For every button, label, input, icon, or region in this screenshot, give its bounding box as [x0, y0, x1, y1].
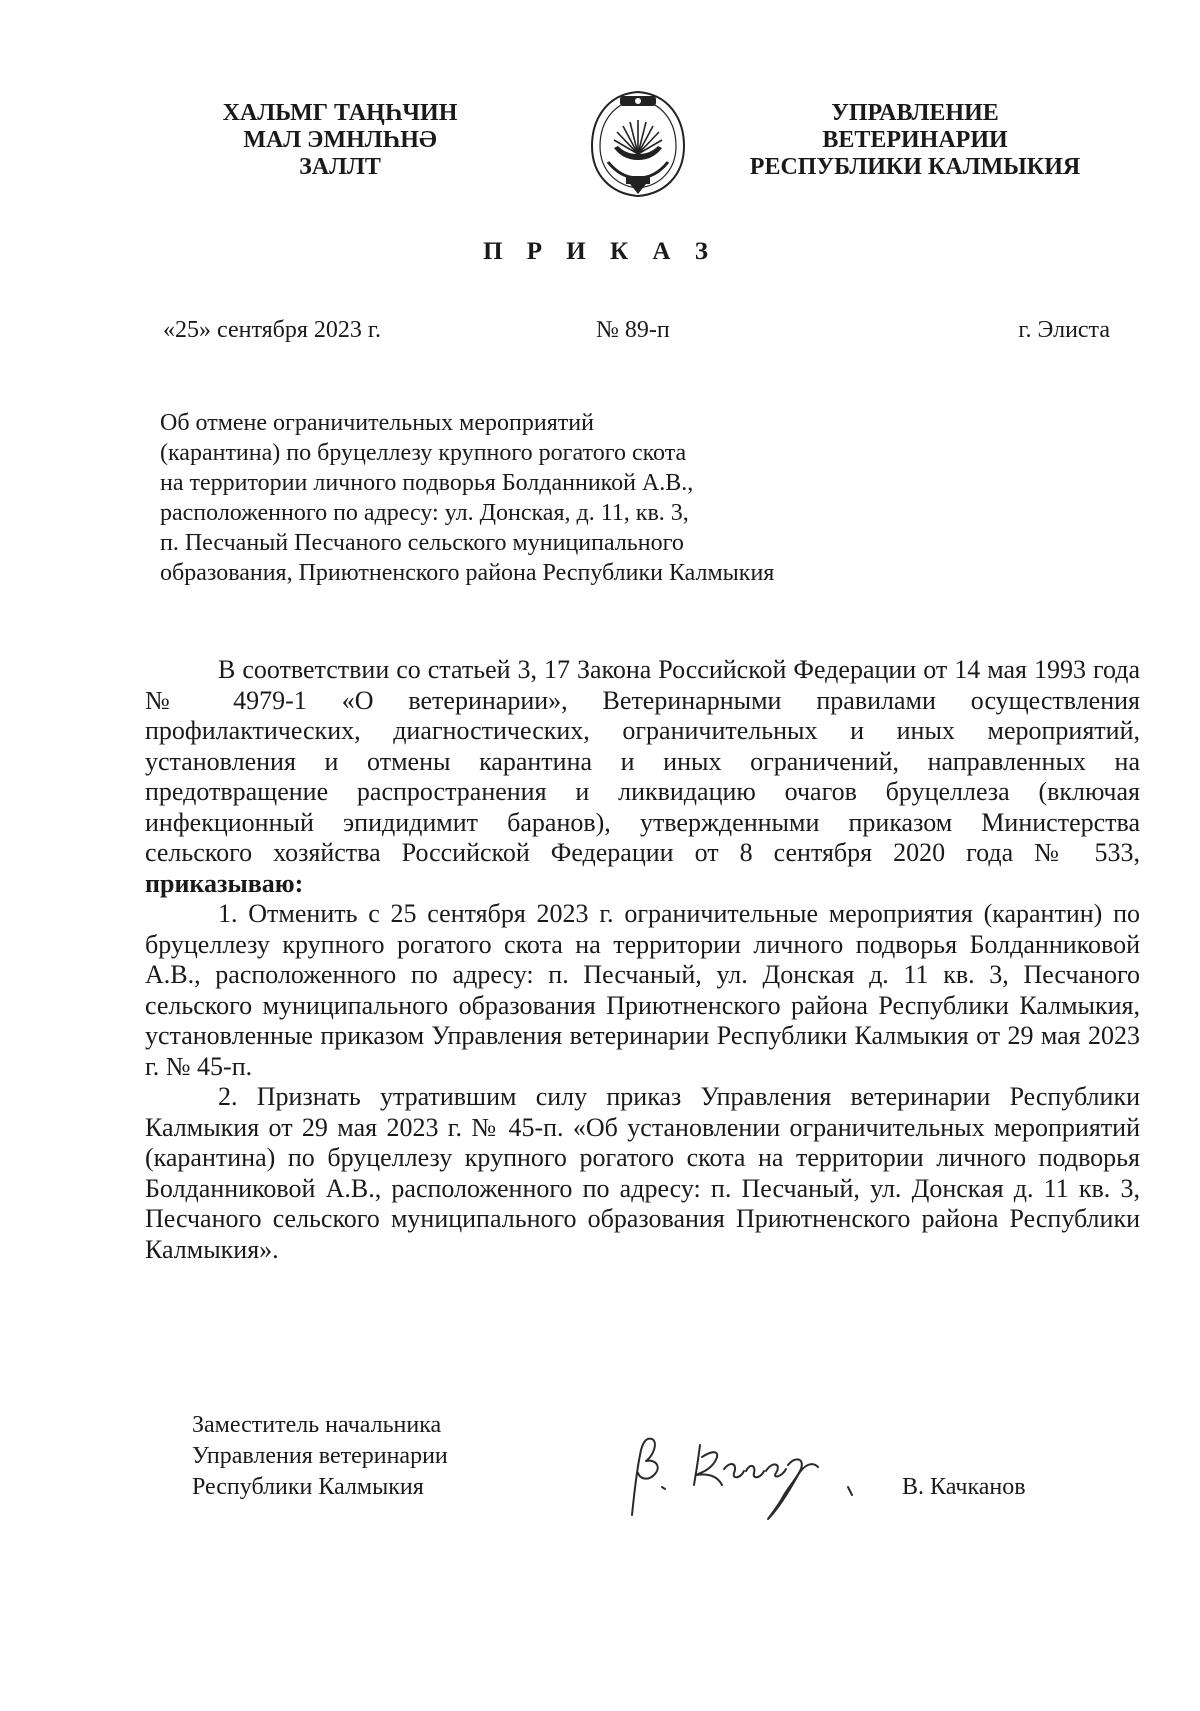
subject-line: п. Песчаный Песчаного сельского муниципального: [160, 530, 684, 556]
handwritten-signature: [610, 1415, 880, 1525]
header-left-line-1: ХАЛЬМГ ТАҢҺЧИН: [222, 100, 458, 126]
order-body: [145, 655, 1140, 1265]
header-left-line-3: ЗАЛЛТ: [299, 154, 381, 180]
header-right-line-1: УПРАВЛЕНИЕ: [831, 100, 999, 126]
position-line: Управления ветеринарии: [192, 1443, 448, 1469]
subject-line: Об отмене ограничительных мероприятий: [160, 410, 594, 436]
preamble-paragraph: [145, 655, 1140, 899]
subject-line: образования, Приютненского района Республики Калмыкия: [160, 560, 775, 586]
order-item-1: 1. Отменить с 25 сентября 2023 г. ограничительные мероприятия (карантин) по бруцеллезу крупного рогатого скота на территории личного подворья Болданниковой А.В., расположенного по адресу: п. Песчаный, ул. Донская д. 11 кв. 3, Песчаного сельского муниципального образования Приютненского района Республики Калмыкия, установленные приказом Управления ветеринарии Республики Калмыкия от 29 мая 2023 г. № 45-п.: [145, 899, 1140, 1081]
document-city: г. Элиста: [1018, 317, 1110, 343]
subject-line: расположенного по адресу: ул. Донская, д. 11, кв. 3,: [160, 500, 689, 526]
document-number: № 89-п: [596, 317, 670, 343]
order-word: приказываю:: [145, 868, 304, 898]
header-russian-title: [730, 100, 1100, 181]
header-left-line-2: МАЛ ЭМНЛҺНӘ: [243, 127, 437, 153]
subject-line: (карантина) по бруцеллезу крупного рогатого скота: [160, 440, 687, 466]
coat-of-arms-icon: [586, 86, 690, 202]
header-kalmyk-title: [190, 100, 490, 181]
order-subject: [160, 408, 880, 588]
subject-line: на территории личного подворья Болданникой А.В.,: [160, 470, 694, 496]
position-line: Республики Калмыкия: [192, 1474, 424, 1500]
signatory-position: [192, 1410, 612, 1503]
header-right-line-2: ВЕТЕРИНАРИИ: [822, 127, 1008, 153]
document-date: «25» сентября 2023 г.: [163, 317, 382, 343]
header-right-line-3: РЕСПУБЛИКИ КАЛМЫКИЯ: [749, 154, 1081, 180]
document-type-title: П Р И К А З: [483, 238, 717, 265]
signatory-name: В. Качканов: [902, 1474, 1026, 1500]
order-item-2: 2. Признать утратившим силу приказ Управления ветеринарии Республики Калмыкия от 29 мая 2023 г. № 45-п. «Об установлении ограничительных мероприятий (карантина) по бруцеллезу крупного рогатого скота на территории личного подворья Болданниковой А.В., расположенного по адресу: п. Песчаный, ул. Донская д. 11 кв. 3, Песчаного сельского муниципального образования Приютненского района Республики Калмыкия».: [145, 1082, 1140, 1264]
preamble-text: В соответствии со статьей 3, 17 Закона Российской Федерации от 14 мая 1993 года № 4979-1 «О ветеринарии», Ветеринарными правилами осуществления профилактических, диагностических, ограничительных и иных мероприятий, установления и отмены карантина и иных ограничений, направленных на предотвращение распространения и ликвидацию очагов бруцеллеза (включая инфекционный эпидидимит баранов), утвержденными приказом Министерства сельского хозяйства Российской Федерации от 8 сентября 2020 года № 533,: [145, 655, 1140, 867]
position-line: Заместитель начальника: [192, 1412, 442, 1438]
